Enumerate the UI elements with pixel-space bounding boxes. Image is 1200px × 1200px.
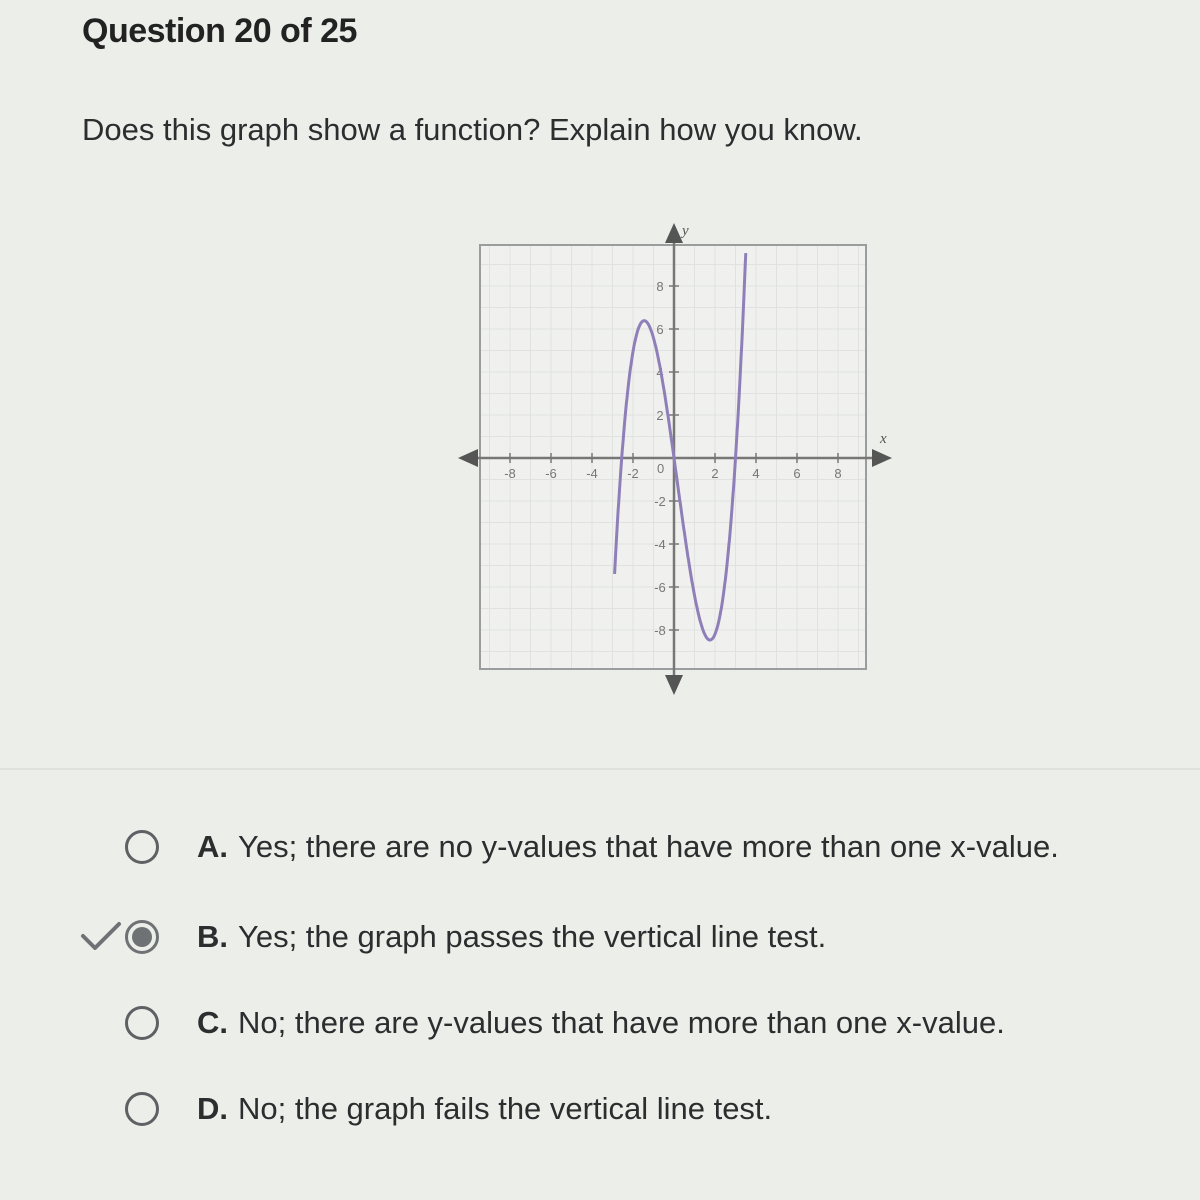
answer-text: No; the graph fails the vertical line test. [238,1091,773,1126]
x-tick-label: 6 [793,466,801,481]
answer-option-a[interactable] [125,822,1059,872]
y-axis-label: y [682,223,689,239]
y-tick-label: 8 [656,279,664,294]
y-tick-label: 4 [656,365,664,380]
x-axis-left-arrow [458,449,478,467]
y-axis-down-arrow [665,675,683,695]
answer-letter: A. [197,829,228,864]
x-axis-right-arrow [872,449,892,467]
graph-svg [450,215,900,705]
answer-option-b[interactable] [125,912,826,962]
y-tick-label: -6 [654,580,666,595]
answer-letter: C. [197,1005,228,1040]
question-text: Does this graph show a function? Explain how you know. [82,112,863,147]
check-icon [80,918,122,954]
y-tick-label: -4 [654,537,666,552]
y-tick-label: 2 [656,408,664,423]
answer-letter: D. [197,1091,228,1126]
y-tick-label: -2 [654,494,666,509]
x-tick-label: 4 [752,466,760,481]
x-tick-label: -6 [545,466,557,481]
y-tick-label: -8 [654,623,666,638]
x-axis-label: x [880,431,887,447]
divider [0,768,1200,770]
answer-text: Yes; the graph passes the vertical line test. [238,919,827,954]
function-graph [450,215,900,705]
radio-d[interactable] [125,1092,159,1126]
radio-selected-dot [132,927,152,947]
radio-a[interactable] [125,830,159,864]
y-axis-up-arrow [665,223,683,243]
x-tick-label: 8 [834,466,842,481]
origin-label: 0 [657,461,665,476]
answer-option-d[interactable] [125,1084,772,1134]
header-title: Question 20 of 25 [82,12,357,50]
radio-b[interactable] [125,920,159,954]
x-tick-label: -4 [586,466,598,481]
answer-option-c[interactable] [125,998,1005,1048]
answer-letter: B. [197,919,228,954]
answer-text: Yes; there are no y-values that have more than one x-value. [238,829,1059,864]
x-tick-label: -2 [627,466,639,481]
x-tick-label: -8 [504,466,516,481]
radio-c[interactable] [125,1006,159,1040]
answer-text: No; there are y-values that have more than one x-value. [238,1005,1005,1040]
x-tick-label: 2 [711,466,719,481]
y-tick-label: 6 [656,322,664,337]
